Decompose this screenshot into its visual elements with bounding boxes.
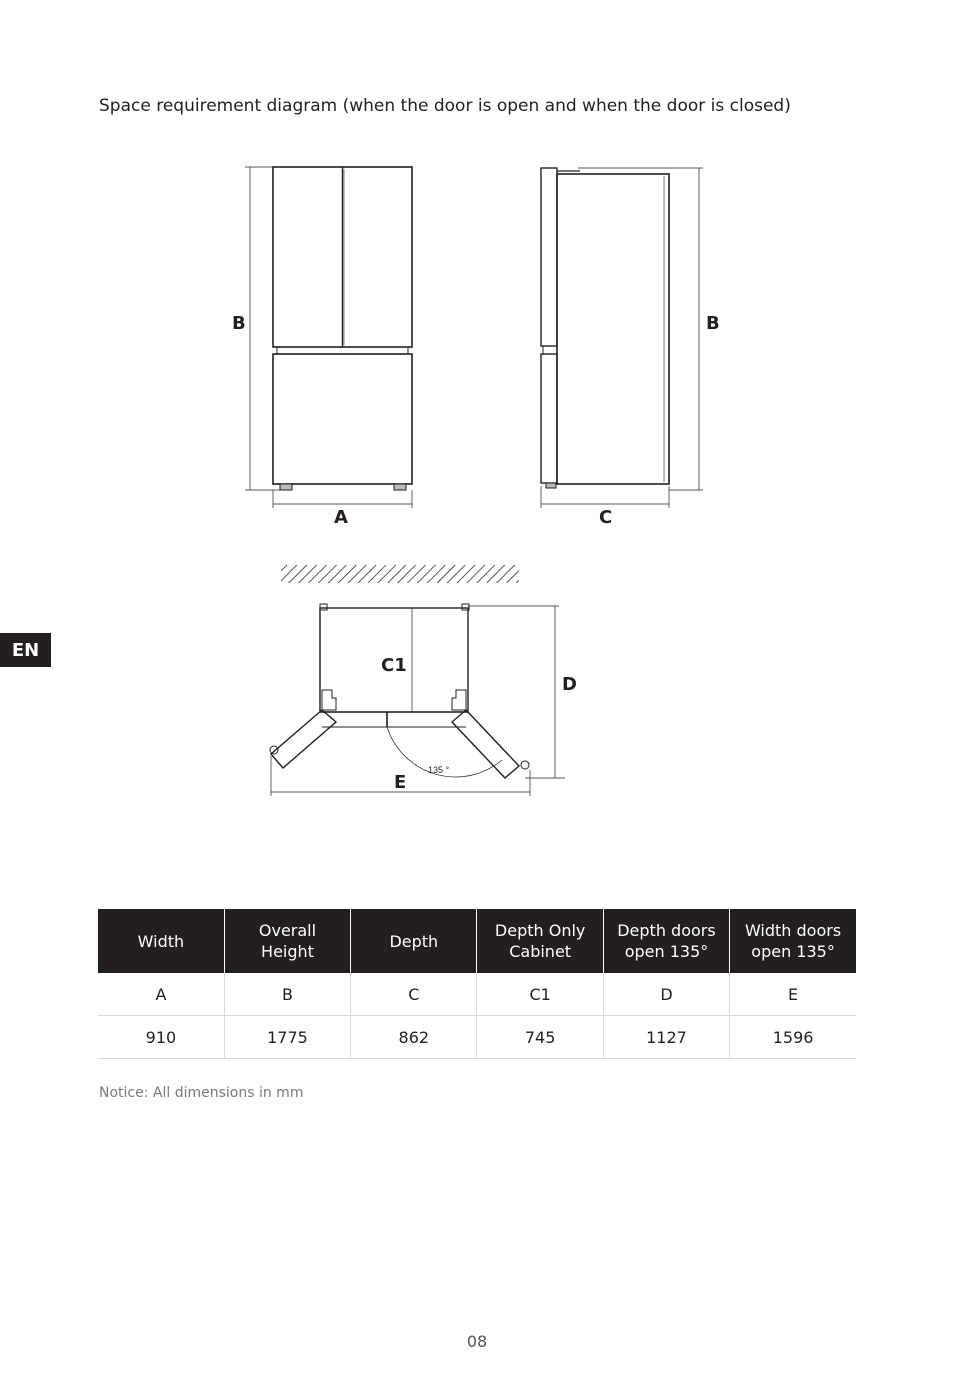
- dimensions-notice: Notice: All dimensions in mm: [99, 1085, 304, 1101]
- side-view: [541, 168, 703, 508]
- header-depth: Depth: [351, 909, 477, 973]
- open-depth-label: D: [562, 674, 577, 695]
- table-cell: E: [730, 973, 856, 1016]
- open-width-label: E: [394, 772, 407, 793]
- dimensions-table: [98, 909, 856, 1059]
- table-cell: 1596: [730, 1016, 856, 1059]
- table-cell: 862: [351, 1016, 477, 1059]
- front-view: [245, 167, 412, 508]
- front-width-label: A: [334, 507, 348, 528]
- top-view: [270, 565, 565, 796]
- side-height-label: B: [706, 313, 720, 334]
- header-overall-height: Overall Height: [224, 909, 350, 973]
- header-depth-doors-open: Depth doors open 135°: [603, 909, 729, 973]
- table-cell: C1: [477, 973, 603, 1016]
- header-width-doors-open: Width doors open 135°: [730, 909, 856, 973]
- table-cell: 910: [98, 1016, 224, 1059]
- door-angle-label: 135 °: [428, 765, 450, 775]
- header-depth-only-cabinet: Depth Only Cabinet: [477, 909, 603, 973]
- table-header-row: [98, 909, 856, 973]
- side-depth-label: C: [599, 507, 613, 528]
- page-number: 08: [466, 1332, 488, 1351]
- language-tab: EN: [0, 633, 51, 667]
- header-width: Width: [98, 909, 224, 973]
- front-height-label: B: [232, 313, 246, 334]
- table-cell: 745: [477, 1016, 603, 1059]
- table-cell: A: [98, 973, 224, 1016]
- table-row-values: [98, 1016, 856, 1059]
- page-heading: Space requirement diagram (when the door is open and when the door is closed): [99, 96, 791, 116]
- table-cell: D: [603, 973, 729, 1016]
- table-cell: 1127: [603, 1016, 729, 1059]
- table-cell: B: [224, 973, 350, 1016]
- wall-hatch: [281, 565, 519, 583]
- cabinet-depth-label: C1: [381, 655, 407, 676]
- table-cell: C: [351, 973, 477, 1016]
- table-row-letters: [98, 973, 856, 1016]
- table-cell: 1775: [224, 1016, 350, 1059]
